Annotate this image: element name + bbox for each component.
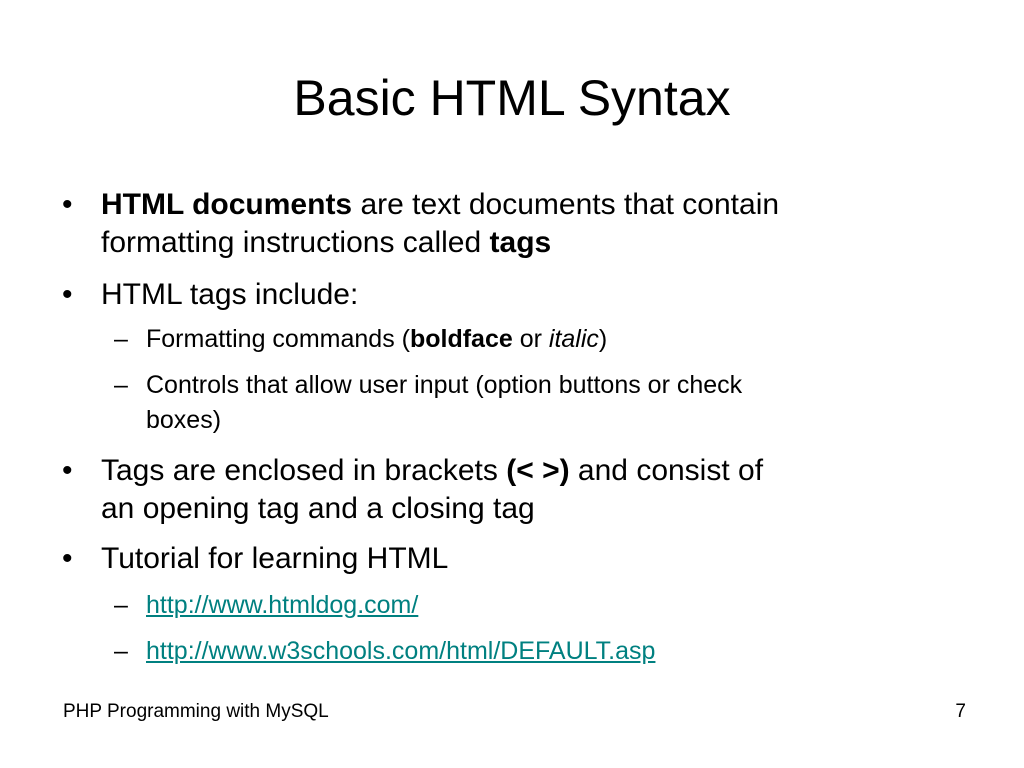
w3schools-link[interactable]: http://www.w3schools.com/html/DEFAULT.asp (146, 637, 656, 665)
sub-bullet-line: Controls that allow user input (option buttons or check (146, 371, 743, 399)
bullet-marker: • (62, 188, 73, 221)
bold-term: tags (489, 226, 552, 259)
text-span: formatting instructions called (101, 226, 490, 259)
htmldog-link[interactable]: http://www.htmldog.com/ (146, 591, 419, 619)
footer-text: PHP Programming with MySQL (63, 701, 329, 722)
bullet-text: HTML tags include: (101, 278, 359, 311)
sub-bullet-text (146, 322, 976, 357)
bullet-tags-brackets (62, 452, 962, 528)
sub-bullet-controls (114, 368, 974, 438)
text-span: Tags are enclosed in brackets (101, 454, 507, 487)
bold-term: boldface (409, 325, 513, 353)
text-span: ) (598, 325, 608, 353)
sub-bullet-link-w3schools (114, 634, 974, 669)
bullet-marker: • (62, 278, 73, 311)
text-span: and consist of (569, 454, 764, 487)
bullet-html-tags (62, 276, 962, 314)
sub-bullet-text (146, 634, 976, 669)
bold-term: (< >) (506, 454, 570, 487)
bullet-text (101, 186, 961, 262)
sub-bullet-marker: – (114, 325, 128, 353)
bullet-line (101, 224, 961, 262)
bullet-text (101, 452, 961, 528)
slide-title: Basic HTML Syntax (293, 70, 731, 126)
bullet-line: an opening tag and a closing tag (101, 492, 535, 525)
sub-bullet-link-htmldog (114, 588, 974, 623)
bullet-line (101, 186, 961, 224)
sub-bullet-marker: – (114, 371, 128, 399)
bullet-marker: • (62, 454, 73, 487)
bullet-text: Tutorial for learning HTML (101, 542, 449, 575)
sub-bullet-formatting (114, 322, 974, 357)
bullet-html-documents (62, 186, 962, 262)
sub-bullet-line: boxes) (146, 406, 222, 434)
bold-term: HTML documents (101, 188, 353, 221)
italic-term: italic (548, 325, 599, 353)
sub-bullet-text (146, 588, 976, 623)
sub-bullet-marker: – (114, 591, 128, 619)
sub-bullet-text (146, 368, 976, 438)
bullet-marker: • (62, 542, 73, 575)
bullet-line (101, 452, 961, 490)
text-span: or (512, 325, 549, 353)
bullet-tutorial (62, 540, 962, 578)
text-span: are text documents that contain (352, 188, 780, 221)
sub-bullet-marker: – (114, 637, 128, 665)
text-span: Formatting commands ( (146, 325, 410, 353)
slide-number: 7 (955, 701, 966, 722)
